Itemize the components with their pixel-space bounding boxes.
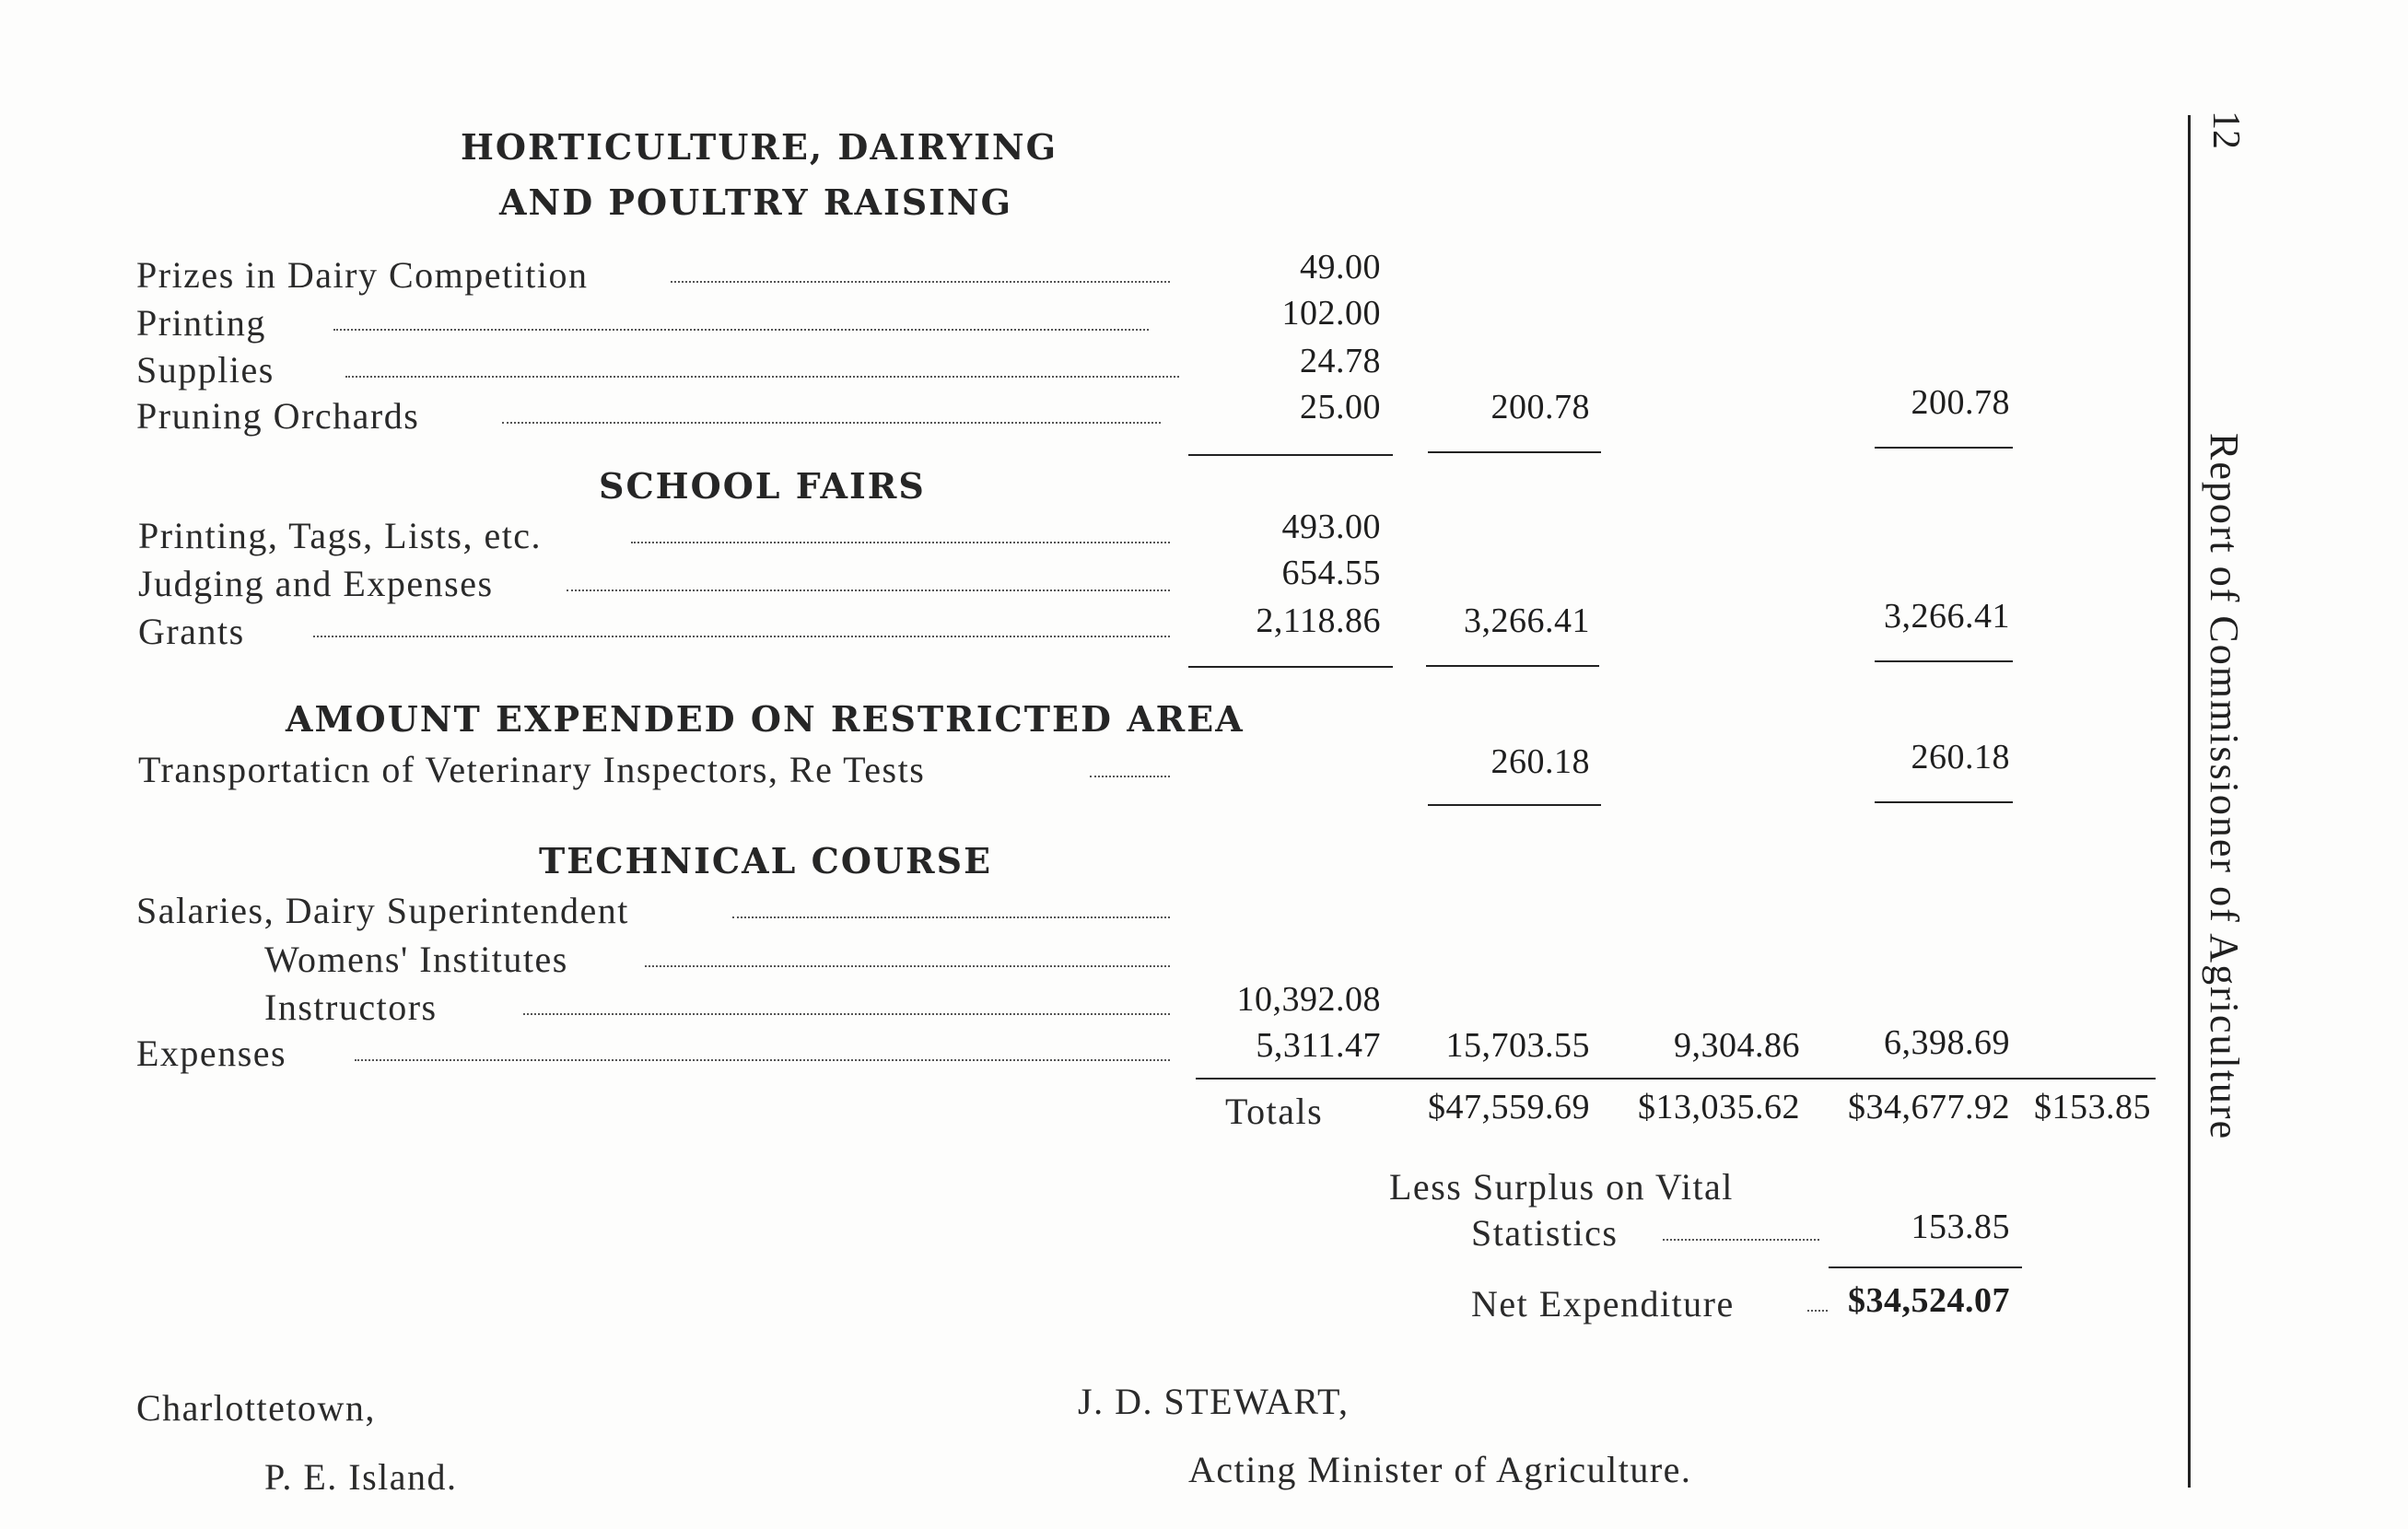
line-item-label: Printing [136,302,266,344]
section-heading-horticulture-2: AND POULTRY RAISING [499,181,1013,223]
subtotal-rule [1188,454,1393,456]
line-item-amount: 2,118.86 [1256,601,1381,640]
line-item-label: Grants [138,611,245,652]
leader-dots [502,422,1161,424]
line-item-amount: 10,392.08 [1236,980,1381,1019]
section-net: 260.18 [1911,738,2010,776]
leader-dots [1663,1239,1819,1241]
page-number: 12 [2204,111,2247,149]
leader-dots [1090,776,1170,777]
surplus-amount: 153.85 [1911,1208,2010,1246]
totals-rule [1196,1078,2156,1080]
section-total: 260.18 [1490,742,1590,781]
section-net: 6,398.69 [1884,1023,2010,1062]
total-net: $34,677.92 [1848,1088,2010,1126]
section-total: 200.78 [1490,388,1590,426]
surplus-label: Less Surplus on Vital [1389,1166,1734,1208]
line-item-amount: 25.00 [1300,388,1381,426]
subtotal-rule [1426,665,1599,667]
section-total: 15,703.55 [1445,1026,1590,1065]
line-item-label: Printing, Tags, Lists, etc. [138,515,543,556]
leader-dots [631,542,1170,543]
place-line-1: Charlottetown, [136,1387,376,1429]
subtotal-rule [1875,660,2013,662]
leader-dots [1807,1310,1828,1312]
line-item-label: Salaries, Dairy Superintendent [136,890,629,931]
net-expenditure-label: Net Expenditure [1471,1283,1735,1325]
section-heading-restricted-area: AMOUNT EXPENDED ON RESTRICTED AREA [286,698,1245,740]
line-item-label: Instructors [264,986,438,1028]
signatory-name: J. D. STEWART, [1078,1381,1350,1422]
total-receipts: $13,035.62 [1638,1088,1800,1126]
section-net: 200.78 [1911,383,2010,422]
leader-dots [645,965,1170,967]
line-item-label: Womens' Institutes [264,939,568,980]
line-item-label: Expenses [136,1033,287,1074]
leader-dots [355,1059,1170,1061]
line-item-amount: 5,311.47 [1256,1026,1381,1065]
subtotal-rule [1875,801,2013,803]
section-total: 3,266.41 [1464,601,1590,640]
subtotal-rule [1188,666,1393,668]
line-item-label: Prizes in Dairy Competition [136,254,589,296]
section-net: 3,266.41 [1884,597,2010,636]
line-item-label: Supplies [136,349,275,391]
net-rule [1829,1266,2022,1268]
leader-dots [333,329,1149,331]
section-heading-school-fairs: SCHOOL FAIRS [599,465,926,507]
leader-dots [732,916,1170,918]
section-heading-technical-course: TECHNICAL COURSE [539,840,993,881]
line-item-amount: 24.78 [1300,342,1381,380]
margin-rule [2188,115,2191,1488]
line-item-amount: 493.00 [1281,508,1381,546]
line-item-label: Judging and Expenses [138,563,494,604]
line-item-amount: 102.00 [1281,294,1381,333]
subtotal-rule [1875,447,2013,449]
leader-dots [523,1013,1170,1015]
line-item-label: Transportaticn of Veterinary Inspectors, Re Tests [138,749,926,790]
totals-label: Totals [1225,1091,1324,1132]
leader-dots [313,636,1170,637]
section-receipts: 9,304.86 [1674,1026,1800,1065]
leader-dots [671,281,1170,283]
subtotal-rule [1428,804,1601,806]
line-item-label: Pruning Orchards [136,395,420,437]
leader-dots [345,376,1179,378]
net-expenditure-amount: $34,524.07 [1848,1281,2010,1320]
leader-dots [567,589,1170,591]
section-heading-horticulture: HORTICULTURE, DAIRYING [461,126,1058,168]
place-line-2: P. E. Island. [264,1456,458,1498]
subtotal-rule [1428,451,1601,453]
running-header: Report of Commissioner of Agriculture [2202,433,2247,1141]
line-item-amount: 49.00 [1300,248,1381,286]
surplus-label-2: Statistics [1471,1212,1619,1254]
line-item-amount: 654.55 [1281,554,1381,592]
total-surplus: $153.85 [2034,1088,2151,1126]
signatory-title: Acting Minister of Agriculture. [1188,1449,1692,1490]
total-expenditure: $47,559.69 [1428,1088,1590,1126]
